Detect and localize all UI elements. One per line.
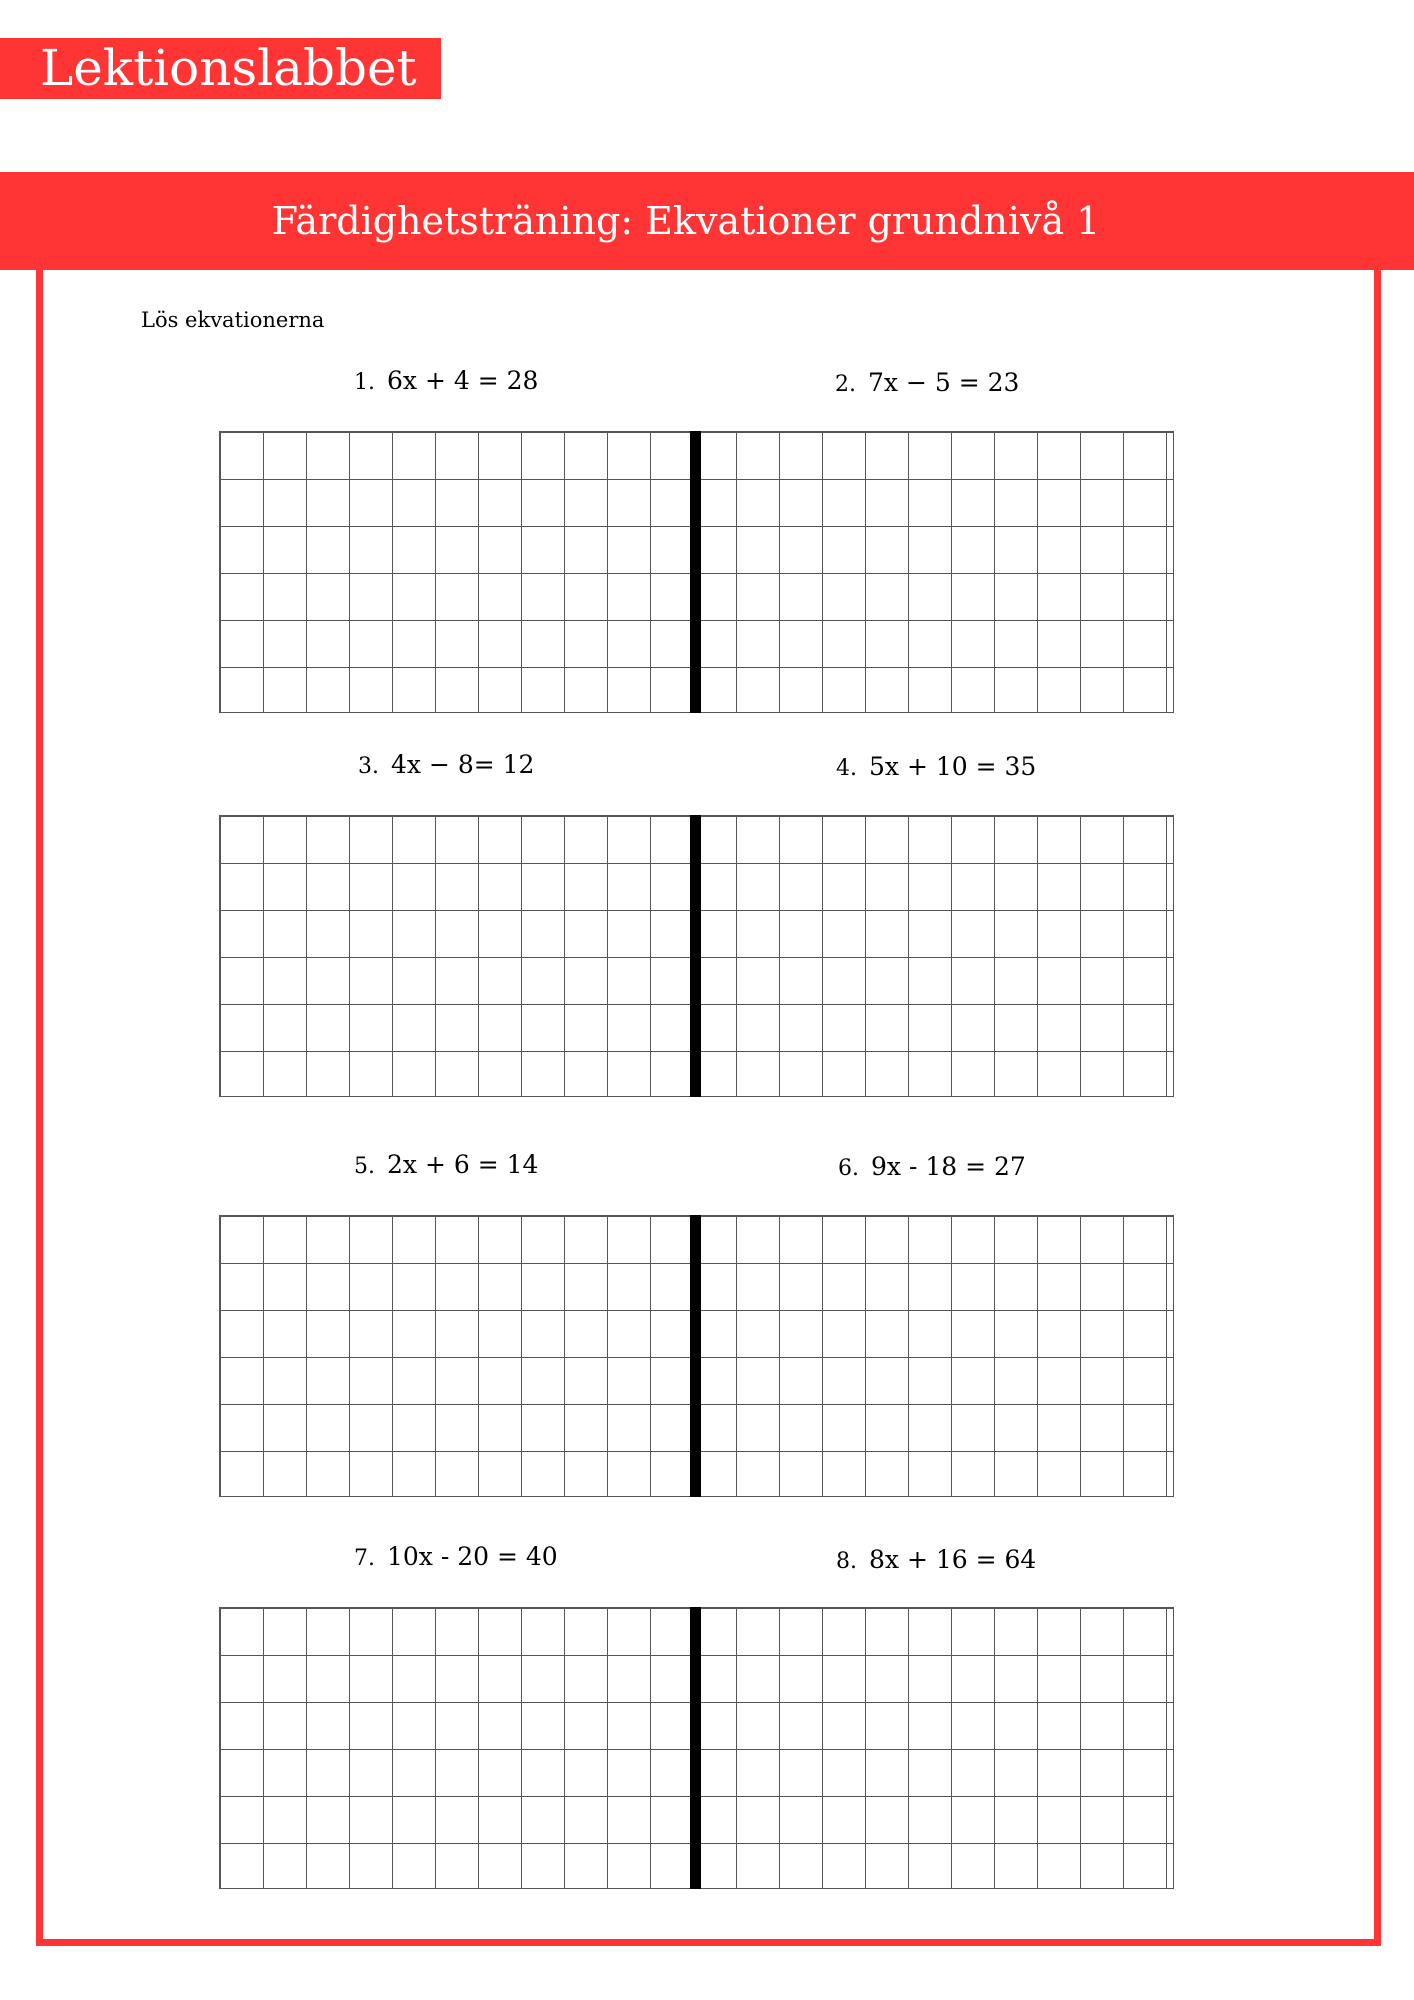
equation: 10x - 20 = 40 [387,1542,558,1571]
brand-banner [0,38,441,99]
equation: 4x − 8= 12 [391,750,535,779]
grid-divider [690,815,701,1097]
problem-number: 6. [838,1156,859,1181]
problem-2 [835,368,1019,400]
title-banner [0,172,1414,270]
worksheet-title: Färdighetsträning: Ekvationer grundnivå 1 [271,199,1101,243]
problem-number: 2. [835,372,856,397]
brand-name: Lektionslabbet [40,39,417,97]
problem-8 [836,1545,1036,1577]
equation: 8x + 16 = 64 [869,1545,1037,1574]
problem-1 [354,366,538,398]
problem-4 [836,752,1036,784]
frame-right-border [1374,265,1381,1946]
problem-number: 7. [354,1546,375,1571]
grid-divider [690,431,701,713]
equation: 2x + 6 = 14 [387,1150,539,1179]
answer-grid-1-2[interactable] [219,431,1174,713]
grid-divider [690,1215,701,1497]
frame-bottom-border [36,1939,1381,1946]
problem-number: 8. [836,1549,857,1574]
problem-number: 3. [358,754,379,779]
equation: 5x + 10 = 35 [869,752,1037,781]
problem-3 [358,750,534,782]
problem-7 [354,1542,558,1574]
problem-number: 4. [836,756,857,781]
answer-grid-3-4[interactable] [219,815,1174,1097]
frame-left-border [36,265,43,1946]
answer-grid-5-6[interactable] [219,1215,1174,1497]
equation: 7x − 5 = 23 [868,368,1020,397]
answer-grid-7-8[interactable] [219,1607,1174,1889]
grid-divider [690,1607,701,1889]
problem-number: 1. [354,370,375,395]
problem-6 [838,1152,1026,1184]
problem-5 [354,1150,538,1182]
instructions: Lös ekvationerna [141,308,325,332]
equation: 6x + 4 = 28 [387,366,539,395]
equation: 9x - 18 = 27 [871,1152,1026,1181]
problem-number: 5. [354,1154,375,1179]
